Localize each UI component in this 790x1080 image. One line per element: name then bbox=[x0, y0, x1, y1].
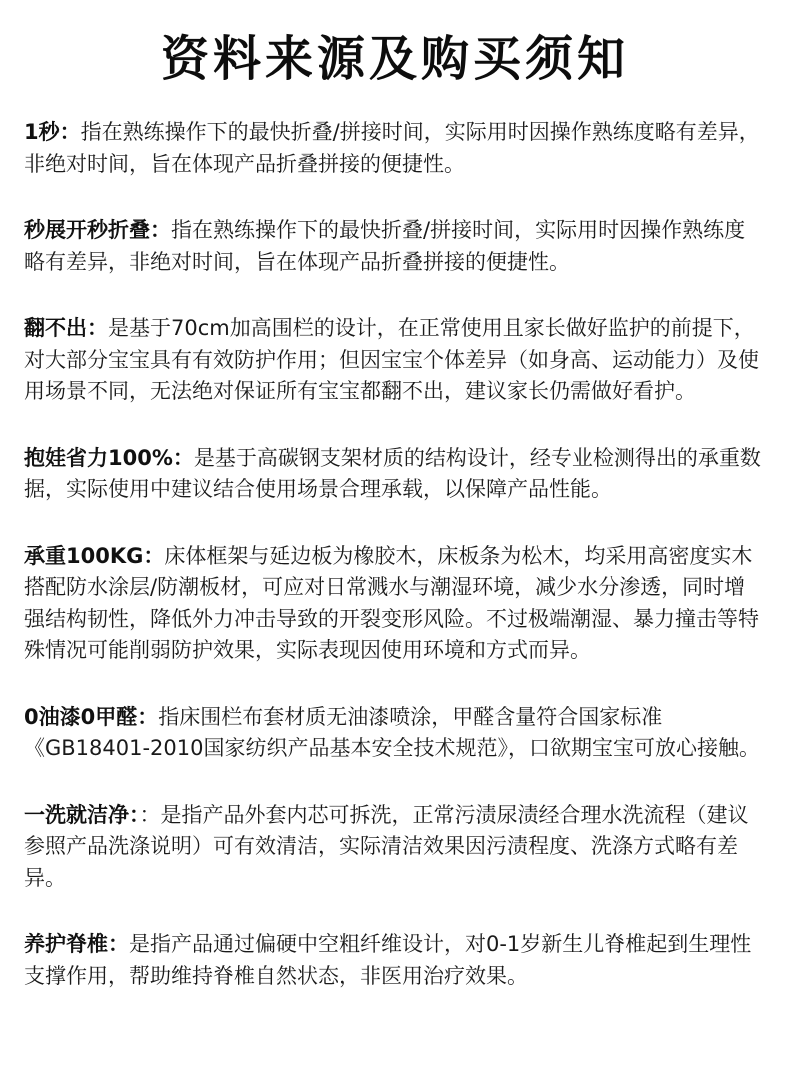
notice-text: ：是指产品外套内芯可拆洗，正常污渍尿渍经合理水洗流程（建议参照产品洗涤说明）可有效清洁，实际清洁效果因污渍程度、洗涤方式略有差异。 bbox=[24, 802, 749, 890]
page-title: 资料来源及购买须知 bbox=[160, 31, 629, 87]
notice-term: 一洗就洁净： bbox=[24, 802, 140, 827]
notice-text: 床体框架与延边板为橡胶木，床板条为松木，均采用高密度实木搭配防水涂层/防潮板材，可应对日常溅水与潮湿环境，减少水分渗透，同时增强结构韧性，降低外力冲击导致的开裂变形风险。不过极端潮湿、暴力撞击等特殊情况可能削弱防护效果，实际表现因使用环境和方式而异。 bbox=[24, 543, 759, 662]
notice-term: 秒展开秒折叠： bbox=[24, 218, 171, 242]
notice-item-load-capacity bbox=[24, 541, 766, 667]
notice-term: 承重100KG： bbox=[24, 543, 165, 568]
notice-item-effortless-holding bbox=[24, 443, 766, 506]
notice-term: 翻不出： bbox=[24, 316, 108, 340]
notice-text: 指在熟练操作下的最快折叠/拼接时间，实际用时因操作熟练度略有差异，非绝对时间，旨在体现产品折叠拼接的便捷性。 bbox=[24, 120, 760, 176]
notice-sections bbox=[24, 117, 766, 992]
notice-item-climb-proof bbox=[24, 313, 766, 408]
notice-item-washable bbox=[24, 800, 766, 895]
notice-item-no-paint-formaldehyde bbox=[24, 702, 766, 765]
notice-item-1-second bbox=[24, 117, 766, 180]
notice-term: 1秒： bbox=[24, 120, 81, 144]
notice-item-quick-unfold-fold bbox=[24, 215, 766, 278]
notice-term: 0油漆0甲醛： bbox=[24, 704, 159, 729]
notice-term: 抱娃省力100%： bbox=[24, 445, 194, 470]
notice-text: 指在熟练操作下的最快折叠/拼接时间，实际用时因操作熟练度略有差异，非绝对时间，旨在体现产品折叠拼接的便捷性。 bbox=[24, 218, 746, 274]
notice-text: 是指产品通过偏硬中空粗纤维设计，对0-1岁新生儿脊椎起到生理性支撑作用，帮助维持脊椎自然状态，非医用治疗效果。 bbox=[24, 932, 752, 988]
notice-text: 指床围栏布套材质无油漆喷涂，甲醛含量符合国家标准《GB18401-2010国家纺织产品基本安全技术规范》，口欲期宝宝可放心接触。 bbox=[24, 704, 761, 760]
notice-item-spine-care bbox=[24, 929, 766, 992]
notice-text: 是基于70cm加高围栏的设计，在正常使用且家长做好监护的前提下，对大部分宝宝具有有效防护作用；但因宝宝个体差异（如身高、运动能力）及使用场景不同，无法绝对保证所有宝宝都翻不出，建议家长仍需做好看护。 bbox=[24, 316, 759, 403]
notice-term: 养护脊椎： bbox=[24, 932, 129, 956]
notice-text: 是基于高碳钢支架材质的结构设计，经专业检测得出的承重数据，实际使用中建议结合使用场景合理承载，以保障产品性能。 bbox=[24, 445, 761, 501]
